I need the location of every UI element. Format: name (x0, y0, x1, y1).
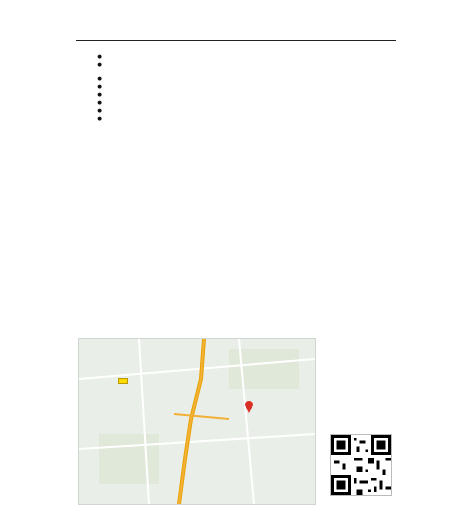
bullet-dot-icon: ● (97, 107, 102, 114)
bullet-dot-icon: ● (97, 75, 102, 82)
bullet-dot-icon: ● (97, 99, 102, 106)
bullet-dot-icon: ● (97, 53, 102, 60)
agenda-bullet (96, 92, 444, 98)
map-callout-label (118, 378, 128, 384)
agenda-bullet (96, 54, 444, 60)
agenda-bullet (96, 62, 444, 68)
bullet-dot-icon: ● (97, 91, 102, 98)
agenda-bullet (96, 76, 444, 82)
bullet-dot-icon: ● (97, 83, 102, 90)
agenda-bullet (96, 116, 444, 122)
agenda-row (28, 52, 444, 69)
header-divider (76, 40, 396, 41)
bullet-dot-icon: ● (97, 115, 102, 122)
bullet-dot-icon: ● (97, 61, 102, 68)
agenda-bullet (96, 100, 444, 106)
map-graphic (79, 339, 315, 504)
agenda-bullet (96, 84, 444, 90)
location-map[interactable] (78, 338, 316, 505)
agenda-row (28, 74, 444, 123)
qr-code-graphic (331, 435, 391, 495)
agenda-row (28, 125, 444, 127)
agenda-list (28, 49, 444, 127)
agenda-bullet (96, 108, 444, 114)
qr-code[interactable] (330, 434, 392, 496)
